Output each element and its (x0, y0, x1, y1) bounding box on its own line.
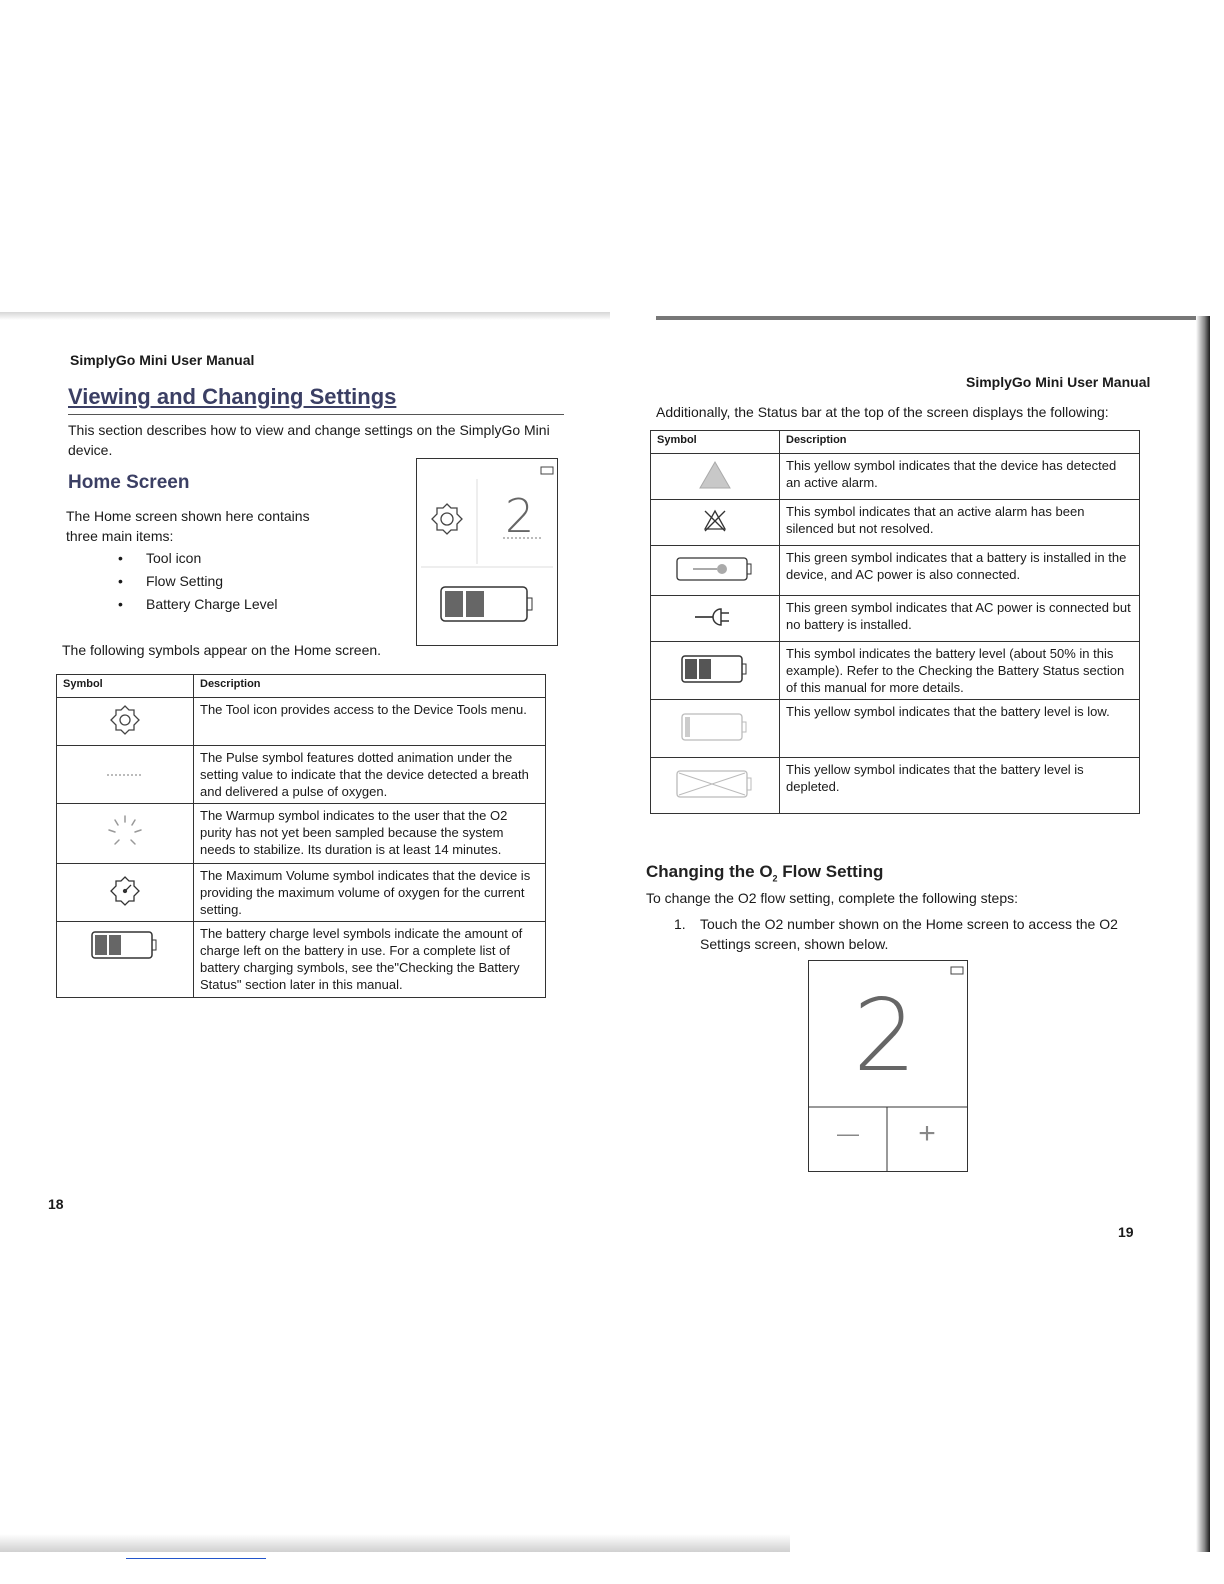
table-cell-description: The Maximum Volume symbol indicates that the device is providing the maximum volume of oxygen for the current setting. (194, 864, 546, 922)
table-row (651, 758, 1140, 814)
table-row (651, 500, 1140, 546)
table-row (57, 922, 546, 998)
home-screen-illustration (416, 458, 558, 646)
status-battery-icon (541, 467, 553, 474)
table-row (57, 698, 546, 746)
battery-low-icon (680, 712, 750, 742)
table-cell-description: The Warmup symbol indicates to the user that the O2 purity has not yet been sampled because the system needs to stabilize. Its duration is at least 14 minutes. (194, 804, 546, 864)
list-item: • Tool icon (118, 550, 278, 573)
table-row (57, 746, 546, 804)
home-screen-heading: Home Screen (68, 472, 190, 493)
page-number: 19 (1118, 1224, 1134, 1240)
battery-depleted-icon (675, 768, 755, 800)
list-item: • Battery Charge Level (118, 596, 278, 619)
left-page (0, 0, 610, 1584)
table-cell-description: This green symbol indicates that AC power is connected but no battery is installed. (780, 596, 1140, 642)
table-cell-description: This symbol indicates that an active alarm has been silenced but not resolved. (780, 500, 1140, 546)
home-symbols-table (56, 674, 546, 998)
step-number: 1. (674, 916, 686, 932)
status-intro: Additionally, the Status bar at the top of the screen displays the following: (656, 404, 1109, 420)
ac-plug-icon (693, 606, 737, 628)
table-cell-description: This yellow symbol indicates that the battery level is low. (780, 700, 1140, 758)
step-text: Touch the O2 number shown on the Home screen to access the O2 Settings screen, shown below. (700, 916, 1118, 952)
decrease-button[interactable]: — (837, 1121, 859, 1146)
table-cell-description: This green symbol indicates that a battery is installed in the device, and AC power is also connected. (780, 546, 1140, 596)
table-cell-description: The Tool icon provides access to the Device Tools menu. (194, 698, 546, 746)
flow-setting-value: 2 (505, 489, 535, 543)
pulse-dots-icon (105, 771, 145, 779)
table-header-description: Description (780, 431, 1140, 454)
gear-icon (432, 504, 462, 534)
battery-half-icon (441, 587, 532, 621)
right-page (612, 0, 1224, 1584)
table-header-description: Description (194, 675, 546, 698)
increase-button[interactable]: + (918, 1117, 936, 1150)
flow-heading-subscript: 2 (772, 873, 778, 884)
alarm-triangle-icon (698, 460, 732, 490)
max-volume-gauge-icon (108, 874, 142, 908)
title-rule (68, 414, 564, 415)
flow-intro: To change the O2 flow setting, complete the following steps: (646, 890, 1018, 906)
home-items-list (118, 550, 278, 619)
warmup-icon (105, 812, 145, 852)
home-screen-text: The Home screen shown here contains three main items: (66, 508, 310, 544)
gear-icon (108, 703, 142, 737)
intro-text: This section describes how to view and change settings on the SimplyGo Mini device. (68, 422, 550, 458)
flow-heading-text: Changing the O (646, 862, 773, 881)
page-title: Viewing and Changing Settings (68, 384, 397, 409)
table-row (651, 642, 1140, 700)
symbols-intro: The following symbols appear on the Home screen. (62, 642, 382, 658)
home-screen-graphic (417, 459, 557, 645)
table-header-symbol: Symbol (651, 431, 780, 454)
table-row (651, 546, 1140, 596)
status-symbols-table (650, 430, 1140, 814)
table-cell-description: This yellow symbol indicates that the device has detected an active alarm. (780, 454, 1140, 500)
status-battery-icon (951, 967, 963, 974)
flow-heading-text-end: Flow Setting (777, 862, 884, 881)
o2-settings-screen-illustration (808, 960, 968, 1172)
running-head: SimplyGo Mini User Manual (70, 352, 255, 368)
table-cell-description: The Pulse symbol features dotted animation under the setting value to indicate that the device detected a breath and delivered a pulse of oxygen. (194, 746, 546, 804)
table-row (57, 804, 546, 864)
table-row (651, 700, 1140, 758)
table-cell-description: The battery charge level symbols indicate the amount of charge left on the battery in use. For a complete list of battery charging symbols, see the"Checking the Battery Status" section later in this manual. (194, 922, 546, 998)
settings-flow-value: 2 (853, 977, 917, 1094)
page-number: 18 (48, 1196, 64, 1212)
table-header-symbol: Symbol (57, 675, 194, 698)
table-cell-description: This yellow symbol indicates that the battery level is depleted. (780, 758, 1140, 814)
table-row (57, 864, 546, 922)
list-item: • Flow Setting (118, 573, 278, 596)
battery-half-icon (90, 930, 160, 960)
battery-half-icon (680, 654, 750, 684)
table-row (651, 454, 1140, 500)
table-row (651, 596, 1140, 642)
flow-setting-heading (646, 862, 883, 883)
alarm-silenced-icon (701, 507, 729, 535)
table-cell-description: This symbol indicates the battery level (about 50% in this example). Refer to the Checking the Battery Status section of this manual for more details. (780, 642, 1140, 700)
running-head: SimplyGo Mini User Manual (966, 374, 1151, 390)
battery-ac-icon (675, 554, 755, 584)
